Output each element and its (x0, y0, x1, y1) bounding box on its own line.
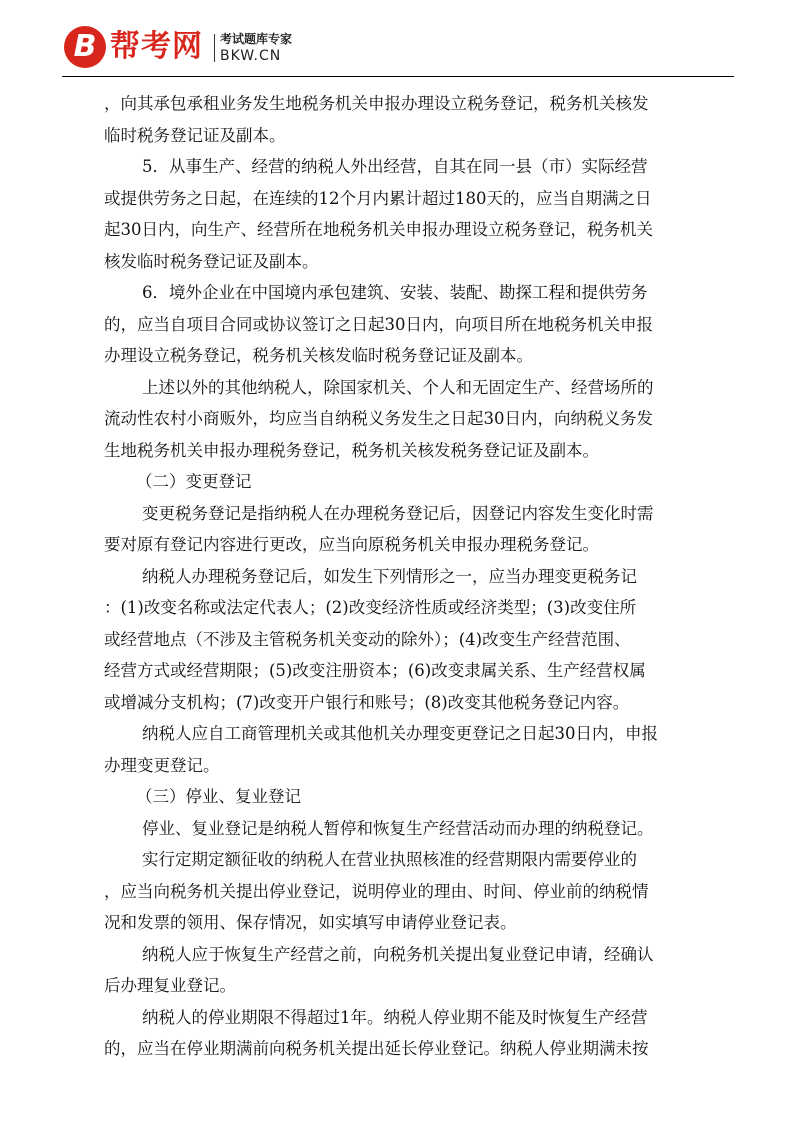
text-line: 办理设立税务登记，税务机关核发临时税务登记证及副本。 (104, 346, 533, 365)
text-line: 纳税人的停业期限不得超过1年。纳税人停业期不能及时恢复生产经营 (142, 1007, 648, 1027)
text-line: 经营方式或经营期限；(5)改变注册资本；(6)改变隶属关系、生产经营权属 (104, 661, 646, 680)
text-line: 生地税务机关申报办理税务登记，税务机关核发税务登记证及副本。 (104, 440, 599, 460)
logo-text: 帮考网 (110, 29, 203, 64)
text-line: 办理变更登记。 (104, 755, 220, 775)
text-line: 后办理复业登记。 (104, 976, 236, 995)
text-line: 纳税人应于恢复生产经营之前，向税务机关提出复业登记申请，经确认 (142, 944, 654, 964)
text-line: 或增减分支机构；(7)改变开户银行和账号；(8)改变其他税务登记内容。 (104, 692, 630, 712)
text-line: 上述以外的其他纳税人，除国家机关、个人和无固定生产、经营场所的 (142, 377, 654, 397)
text-line: 变更税务登记是指纳税人在办理税务登记后，因登记内容发生变化时需 (142, 503, 654, 523)
text-line: 的，应当自项目合同或协议签订之日起30日内，向项目所在地税务机关申报 (104, 314, 653, 334)
page-header (62, 26, 734, 76)
logo-domain: BKW.CN (220, 48, 282, 64)
text-line: 5．从事生产、经营的纳税人外出经营，自其在同一县（市）实际经营 (142, 157, 648, 176)
text-line: 流动性农村小商贩外，均应当自纳税义务发生之日起30日内，向纳税义务发 (104, 409, 653, 428)
text-line: 纳税人办理税务登记后，如发生下列情形之一，应当办理变更税务记 (142, 566, 637, 586)
text-line: 要对原有登记内容进行更改，应当向原税务机关申报办理税务登记。 (104, 535, 599, 554)
document-body (104, 88, 704, 1065)
logo-b-icon: B (64, 26, 106, 68)
text-line: 纳税人应自工商管理机关或其他机关办理变更登记之日起30日内，申报 (142, 724, 658, 743)
logo-divider (214, 34, 215, 62)
text-line: ，向其承包承租业务发生地税务机关申报办理设立税务登记，税务机关核发 (104, 94, 649, 113)
text-line: 起30日内，向生产、经营所在地税务机关申报办理设立税务登记，税务机关 (104, 220, 653, 239)
text-line: 或提供劳务之日起，在连续的12个月内累计超过180天的，应当自期满之日 (104, 188, 652, 208)
logo-tagline: 考试题库专家 (220, 32, 293, 46)
text-line: 核发临时税务登记证及副本。 (104, 251, 319, 271)
text-line: 的，应当在停业期满前向税务机关提出延长停业登记。纳税人停业期满未按 (104, 1039, 649, 1058)
text-line: ：(1)改变名称或法定代表人；(2)改变经济性质或经济类型；(3)改变住所 (104, 598, 637, 617)
section-heading: （二）变更登记 (136, 472, 252, 491)
text-line: 或经营地点（不涉及主管税务机关变动的除外）；(4)改变生产经营范围、 (104, 629, 631, 649)
section-heading: （三）停业、复业登记 (136, 787, 301, 806)
site-logo[interactable] (64, 26, 304, 70)
text-line: 停业、复业登记是纳税人暂停和恢复生产经营活动而办理的纳税登记。 (142, 818, 654, 838)
text-line: 6．境外企业在中国境内承包建筑、安装、装配、勘探工程和提供劳务 (142, 283, 648, 302)
text-line: 临时税务登记证及副本。 (104, 125, 286, 145)
header-divider (62, 76, 734, 77)
text-line: 况和发票的领用、保存情况，如实填写申请停业登记表。 (104, 913, 517, 932)
text-line: ，应当向税务机关提出停业登记，说明停业的理由、时间、停业前的纳税情 (104, 881, 649, 901)
text-line: 实行定期定额征收的纳税人在营业执照核准的经营期限内需要停业的 (142, 850, 637, 869)
